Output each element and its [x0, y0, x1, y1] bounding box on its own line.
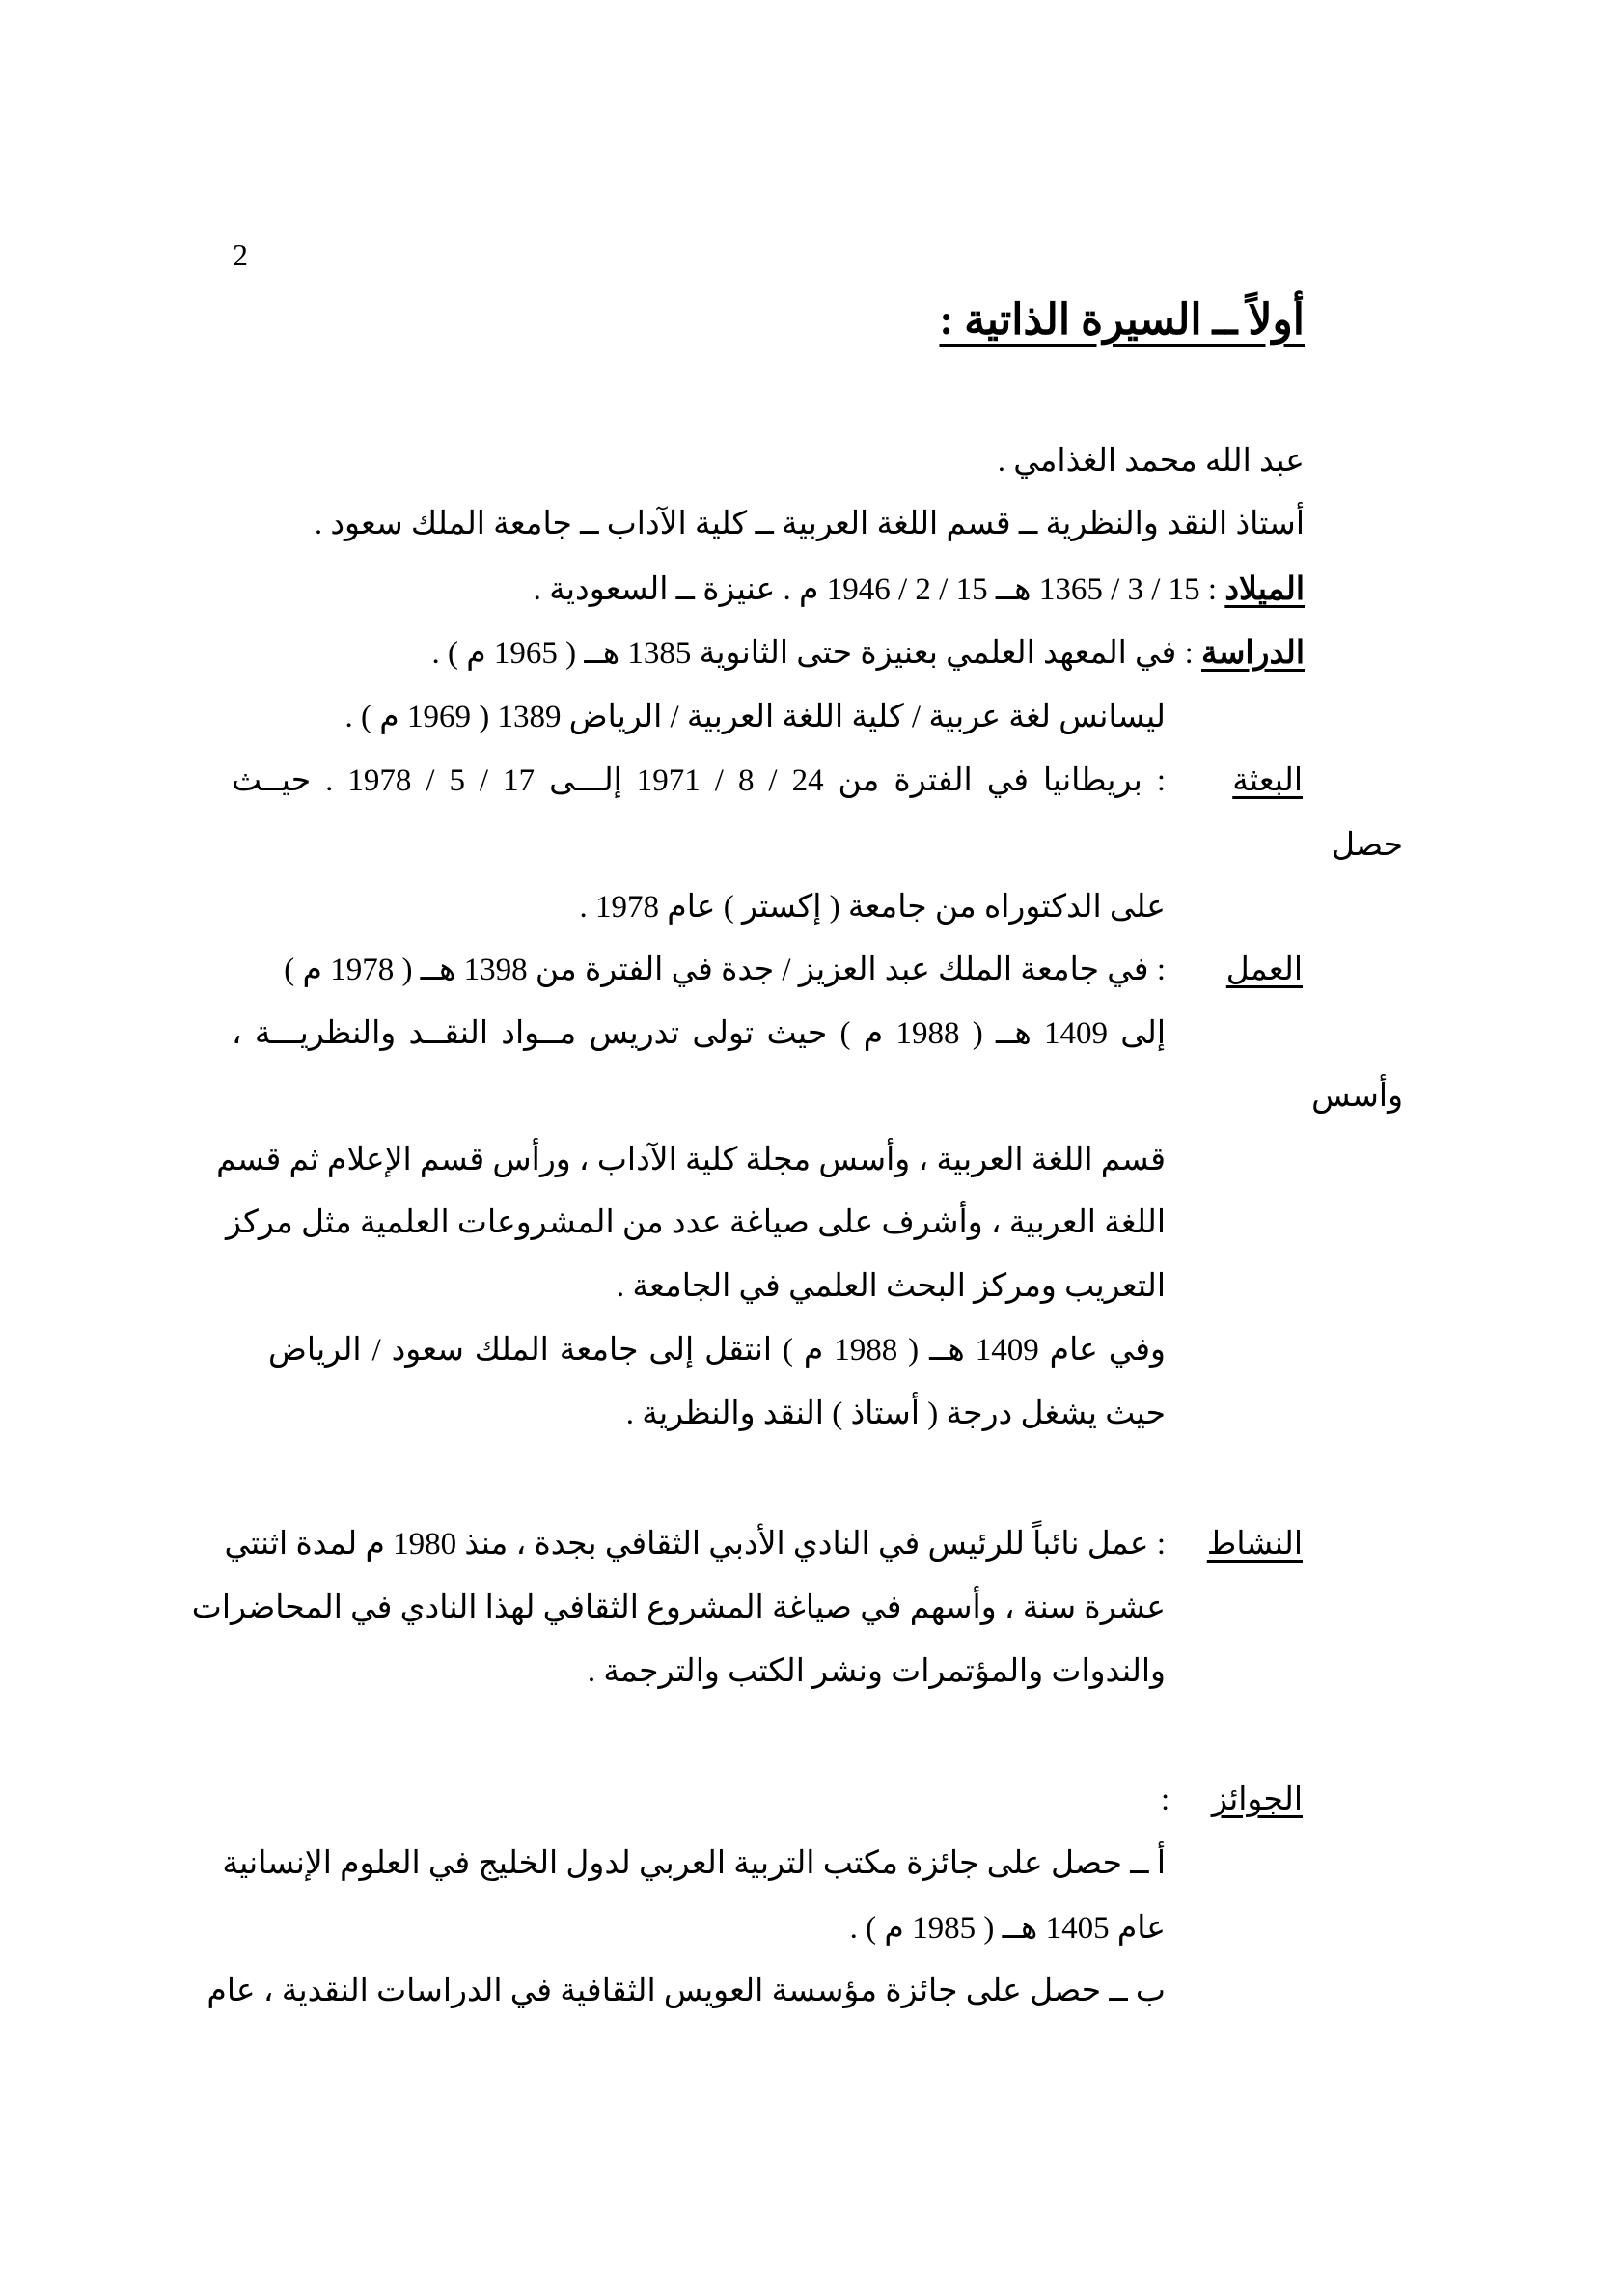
- study-label: الدراسة: [1201, 636, 1305, 671]
- awards-colon: :: [1161, 1783, 1170, 1817]
- work-overflow: وأسس: [1311, 1079, 1403, 1114]
- work-line-5: التعريب ومركز البحث العلمي في الجامعة .: [616, 1269, 1166, 1304]
- scholarship-line-1: : بريطانيا في الفترة من 24 / 8 / 1971 إلـــى 17 / 5 / 1978 . حيــث: [232, 763, 1167, 798]
- award-b-line-1: ب ــ حصل على جائزة مؤسسة العويس الثقافية في الدراسات النقدية ، عام: [206, 1974, 1166, 2008]
- activity-line-1: : عمل نائباً للرئيس في النادي الأدبي الثقافي بجدة ، منذ 1980 م لمدة اثنتي: [224, 1527, 1166, 1562]
- name-line: عبد الله محمد الغذامي .: [997, 444, 1305, 479]
- work-label: العمل: [1225, 953, 1303, 987]
- scholarship-line-2: على الدكتوراه من جامعة ( إكستر ) عام 1978 .: [579, 890, 1166, 925]
- study-text: : في المعهد العلمي بعنيزة حتى الثانوية 1385 هــ ( 1965 م ) .: [431, 636, 1201, 671]
- award-a-line-2: عام 1405 هــ ( 1985 م ) .: [849, 1911, 1166, 1946]
- work-line-7: حيث يشغل درجة ( أستاذ ) النقد والنظرية .: [625, 1397, 1166, 1431]
- activity-line-2: عشرة سنة ، وأسهم في صياغة المشروع الثقافي لهذا النادي في المحاضرات: [191, 1591, 1166, 1625]
- activity-label: النشاط: [1206, 1527, 1303, 1562]
- position-line: أستاذ النقد والنظرية ــ قسم اللغة العربية ــ كلية الآداب ــ جامعة الملك سعود .: [314, 507, 1305, 541]
- awards-label: الجوائز: [1211, 1783, 1303, 1817]
- award-a-line-1: أ ــ حصل على جائزة مكتب التربية العربي لدول الخليج في العلوم الإنسانية: [222, 1846, 1166, 1881]
- activity-line-3: والندوات والمؤتمرات ونشر الكتب والترجمة .: [587, 1654, 1166, 1689]
- scholarship-label: البعثة: [1232, 763, 1303, 798]
- study-line: [432, 638, 1306, 670]
- study-line-2: ليسانس لغة عربية / كلية اللغة العربية / الرياض 1389 ( 1969 م ) .: [344, 700, 1166, 734]
- work-line-1: : في جامعة الملك عبد العزيز / جدة في الفترة من 1398 هــ ( 1978 م ): [284, 953, 1166, 987]
- birth-line: [534, 574, 1305, 606]
- section-title: أولاً ــ السيرة الذاتية :: [939, 296, 1305, 344]
- work-line-4: اللغة العربية ، وأشرف على صياغة عدد من المشروعات العلمية مثل مركز: [225, 1205, 1166, 1240]
- page-number: 2: [233, 237, 248, 272]
- birth-label: الميلاد: [1224, 572, 1305, 607]
- birth-text: : 15 / 3 / 1365 هــ 15 / 2 / 1946 م . عنيزة ــ السعودية .: [533, 572, 1225, 607]
- work-line-6: وفي عام 1409 هــ ( 1988 م ) انتقل إلى جامعة الملك سعود / الرياض: [268, 1333, 1166, 1368]
- scholarship-overflow: حصل: [1331, 828, 1403, 863]
- work-line-2: إلى 1409 هــ ( 1988 م ) حيث تولى تدريس مــواد النقــد والنظريـــة ،: [232, 1016, 1166, 1051]
- work-line-3: قسم اللغة العربية ، وأسس مجلة كلية الآداب ، ورأس قسم الإعلام ثم قسم: [216, 1143, 1166, 1177]
